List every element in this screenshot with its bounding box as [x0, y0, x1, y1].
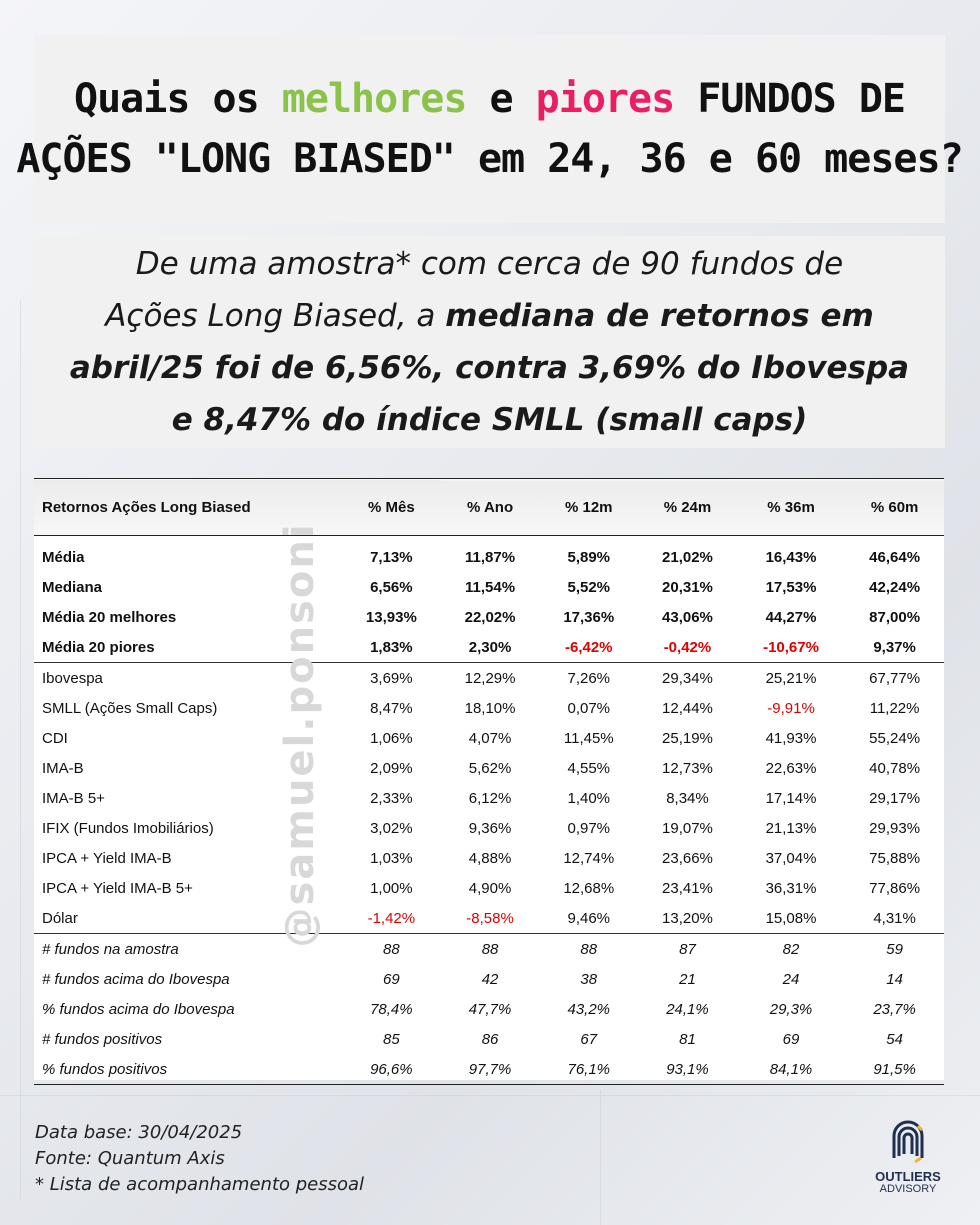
background-line	[600, 1090, 601, 1225]
table-cell: 0,07%	[567, 699, 611, 717]
table-cell: 1,83%	[370, 638, 413, 656]
table-cell: 43,2%	[567, 1000, 611, 1018]
table-cell: 1,03%	[370, 849, 413, 867]
row-label: # fundos acima do Ibovespa	[42, 970, 230, 988]
table-cell: 38	[580, 970, 598, 988]
table-cell: 23,41%	[662, 879, 713, 897]
subtitle-line-1: De uma amostra* com cerca de 90 fundos de	[135, 246, 844, 282]
subtitle-line-3: abril/25 foi de 6,56%, contra 3,69% do Ibovespa	[69, 350, 910, 386]
table-header-cell: % 60m	[870, 498, 919, 516]
table-cell: 9,46%	[567, 909, 611, 927]
table-cell: 23,66%	[662, 849, 713, 867]
table-cell: 16,43%	[765, 548, 817, 566]
table-cell: 93,1%	[638, 1054, 737, 1085]
background-line	[0, 1095, 980, 1096]
table-cell: 43,06%	[662, 608, 713, 626]
table-cell: 24,1%	[666, 1000, 709, 1018]
row-label: # fundos positivos	[42, 1030, 163, 1048]
table-cell: 69	[383, 970, 400, 988]
table-header-row	[34, 479, 944, 536]
table-row	[34, 602, 944, 632]
table-cell: 47,7%	[468, 1000, 512, 1018]
table-cell: -8,58%	[466, 909, 514, 927]
table-header-cell: % Ano	[467, 498, 514, 516]
table-cell: 1,40%	[567, 789, 611, 807]
table-cell: 12,73%	[662, 759, 713, 777]
table-cell: 2,09%	[370, 759, 413, 777]
table-row	[34, 536, 944, 573]
table-header-cell: % 24m	[663, 498, 712, 516]
table-cell: 44,27%	[765, 608, 817, 626]
table-cell: 12,68%	[563, 879, 615, 897]
table-cell: 6,12%	[468, 789, 512, 807]
table-cell: 29,17%	[869, 789, 921, 807]
table-cell: 21	[679, 970, 696, 988]
table-row	[34, 813, 944, 843]
table-cell: 4,55%	[567, 759, 611, 777]
table-cell: 82	[737, 934, 845, 965]
row-label: SMLL (Ações Small Caps)	[42, 699, 218, 717]
row-label: Média 20 piores	[42, 638, 155, 656]
table-cell: 1,06%	[370, 729, 413, 747]
table-cell: 25,21%	[737, 663, 845, 694]
table-row	[34, 994, 944, 1024]
table-row	[34, 1024, 944, 1054]
table-cell: 17,14%	[765, 789, 817, 807]
table-cell: 15,08%	[765, 909, 817, 927]
table-cell: 2,33%	[370, 789, 413, 807]
table-cell: 7,13%	[370, 548, 413, 566]
table-cell: 0,97%	[567, 819, 611, 837]
table-cell: 86	[481, 1030, 499, 1048]
table-cell: 18,10%	[464, 699, 516, 717]
table-header-cell: % Mês	[368, 498, 415, 516]
table-cell: 46,64%	[869, 548, 921, 566]
table-row	[34, 964, 944, 994]
table-cell: 96,6%	[342, 1054, 441, 1085]
table-cell: 77,86%	[869, 879, 921, 897]
table-cell: 14	[886, 970, 903, 988]
table-row	[34, 693, 944, 723]
row-label: Dólar	[42, 909, 78, 927]
table-cell: 25,19%	[662, 729, 713, 747]
table-cell: 9,36%	[468, 819, 512, 837]
table-cell: 24	[782, 970, 800, 988]
table-row	[34, 934, 944, 965]
row-label: Média	[42, 548, 85, 566]
table-row	[34, 843, 944, 873]
table-cell: 87	[638, 934, 737, 965]
table-cell: 13,20%	[662, 909, 713, 927]
table-cell: 8,34%	[666, 789, 709, 807]
table-cell: 88	[441, 934, 540, 965]
table-cell: -0,42%	[663, 638, 712, 656]
table-cell: 1,00%	[370, 879, 413, 897]
page-title-line-2: AÇÕES "LONG BIASED" em 24, 36 e 60 meses?	[16, 136, 963, 182]
table-cell: 21,02%	[662, 548, 713, 566]
table-cell: 91,5%	[845, 1054, 944, 1085]
table-header-cell: % 12m	[564, 498, 613, 516]
table-row	[34, 873, 944, 903]
row-label: Mediana	[42, 578, 103, 596]
table-cell: 5,52%	[567, 578, 611, 596]
table-cell: 20,31%	[662, 578, 713, 596]
table-cell: 17,36%	[563, 608, 615, 626]
table-cell: 23,7%	[873, 1000, 916, 1018]
table-cell: 88	[539, 934, 638, 965]
table-cell: 22,63%	[765, 759, 817, 777]
table-cell: 67,77%	[845, 663, 944, 694]
footer-note: * Lista de acompanhamento pessoal	[35, 1174, 365, 1195]
table-row	[34, 723, 944, 753]
subtitle-box	[34, 236, 945, 448]
table-cell: 55,24%	[869, 729, 921, 747]
table-header-cell: Retornos Ações Long Biased	[42, 498, 251, 516]
table-cell: 59	[845, 934, 944, 965]
background-line	[20, 300, 21, 1200]
table-row	[34, 903, 944, 934]
table-cell: 42	[481, 970, 499, 988]
row-label: IPCA + Yield IMA-B 5+	[42, 879, 193, 897]
table-cell: 8,47%	[370, 699, 413, 717]
table-cell: 67	[580, 1030, 598, 1048]
table-cell: 4,88%	[468, 849, 512, 867]
table-cell: 5,89%	[567, 548, 611, 566]
table-cell: 19,07%	[662, 819, 713, 837]
table-cell: 78,4%	[370, 1000, 413, 1018]
table-cell: 42,24%	[869, 578, 921, 596]
footer-source: Fonte: Quantum Axis	[35, 1148, 225, 1169]
table-cell: 97,7%	[441, 1054, 540, 1085]
row-label: IFIX (Fundos Imobiliários)	[42, 819, 214, 837]
row-label: # fundos na amostra	[34, 934, 342, 965]
table-cell: 7,26%	[539, 663, 638, 694]
logo-text-1: OUTLIERS	[875, 1169, 941, 1184]
table-row	[34, 663, 944, 694]
table-cell: 11,87%	[465, 548, 516, 566]
table-cell: 29,34%	[638, 663, 737, 694]
subtitle-line-2: Ações Long Biased, a mediana de retornos em	[105, 298, 874, 334]
table-cell: 17,53%	[765, 578, 817, 596]
table-cell: 4,90%	[468, 879, 512, 897]
returns-table-container	[34, 478, 944, 1080]
table-row	[34, 572, 944, 602]
table-cell: 6,56%	[370, 578, 413, 596]
table-cell: 3,69%	[342, 663, 441, 694]
row-label: Média 20 melhores	[42, 608, 177, 626]
row-label: IMA-B 5+	[42, 789, 105, 807]
table-cell: 5,62%	[468, 759, 512, 777]
row-label: IPCA + Yield IMA-B	[42, 849, 172, 867]
row-label: CDI	[42, 729, 68, 747]
table-cell: 75,88%	[869, 849, 921, 867]
table-cell: 84,1%	[737, 1054, 845, 1085]
table-cell: 88	[342, 934, 441, 965]
table-cell: 36,31%	[765, 879, 817, 897]
table-cell: 12,29%	[441, 663, 540, 694]
footer-date: Data base: 30/04/2025	[35, 1122, 243, 1143]
table-cell: 37,04%	[765, 849, 817, 867]
table-cell: 12,44%	[662, 699, 713, 717]
table-cell: 40,78%	[869, 759, 921, 777]
table-cell: -6,42%	[564, 638, 613, 656]
table-cell: 4,07%	[468, 729, 512, 747]
table-cell: 4,31%	[873, 909, 916, 927]
table-cell: 54	[886, 1030, 903, 1048]
subtitle-line-4: e 8,47% do índice SMLL (small caps)	[171, 402, 808, 438]
table-cell: 22,02%	[464, 608, 516, 626]
table-cell: 69	[782, 1030, 800, 1048]
table-row	[34, 783, 944, 813]
table-cell: -1,42%	[367, 909, 416, 927]
table-cell: 41,93%	[765, 729, 817, 747]
row-label: % fundos acima do Ibovespa	[42, 1000, 235, 1018]
table-cell: 76,1%	[539, 1054, 638, 1085]
table-cell: -9,91%	[767, 699, 815, 717]
table-cell: 29,93%	[869, 819, 921, 837]
table-cell: 12,74%	[563, 849, 615, 867]
logo-text-2: ADVISORY	[879, 1183, 937, 1195]
table-cell: 21,13%	[765, 819, 817, 837]
table-row	[34, 1054, 944, 1085]
logo-icon	[888, 1120, 928, 1166]
table-cell: 9,37%	[873, 638, 916, 656]
table-cell: 11,54%	[465, 578, 516, 596]
table-cell: 29,3%	[769, 1000, 813, 1018]
table-cell: 11,45%	[563, 729, 614, 747]
table-cell: 81	[679, 1030, 696, 1048]
watermark: @samuel.ponsoni	[277, 522, 323, 948]
table-cell: 11,22%	[869, 699, 920, 717]
outliers-logo	[872, 1120, 944, 1195]
table-cell: 2,30%	[468, 638, 512, 656]
table-cell: 3,02%	[370, 819, 413, 837]
returns-table	[34, 478, 944, 1085]
page-title-line-1: Quais os melhores e piores FUNDOS DE	[74, 76, 905, 122]
row-label: IMA-B	[42, 759, 84, 777]
row-label: % fundos positivos	[34, 1054, 342, 1085]
footer	[35, 1120, 364, 1198]
table-cell: 87,00%	[869, 608, 921, 626]
table-cell: 85	[383, 1030, 400, 1048]
table-header-cell: % 36m	[767, 498, 815, 516]
table-cell: 13,93%	[365, 608, 417, 626]
table-row	[34, 632, 944, 663]
table-cell: -10,67%	[763, 638, 819, 656]
table-row	[34, 753, 944, 783]
title-box	[16, 35, 963, 223]
row-label: Ibovespa	[34, 663, 342, 694]
